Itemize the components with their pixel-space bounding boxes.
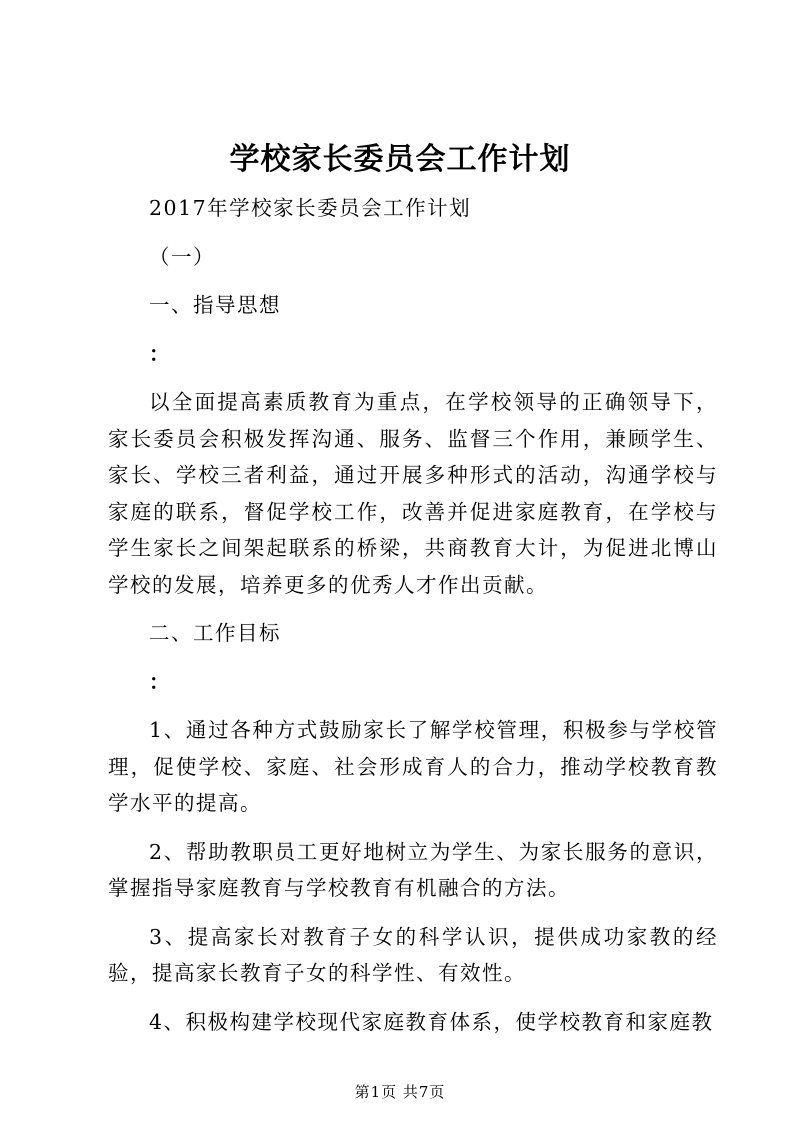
section-heading-work-goals: 二、工作目标 xyxy=(149,621,281,645)
section-heading-guiding-ideology: 一、指导思想 xyxy=(149,293,281,317)
paragraph-guiding-ideology: 以全面提高素质教育为重点，在学校领导的正确领导下，家长委员会积极发挥沟通、服务、监督三个作用，兼顾学生、家长、学校三者利益，通过开展多种形式的活动，沟通学校与家庭的联系，督促学校工作，改善并促进家庭教育，在学校与学生家长之间架起联系的桥梁，共商教育大计，为促进北博山学校的发展，培养更多的优秀人才作出贡献。 xyxy=(108,390,718,597)
section-colon: ： xyxy=(149,669,171,694)
document-body xyxy=(108,190,718,1040)
page-number-footer: 第1页 共7页 xyxy=(354,1083,446,1101)
goal-paragraph: 4、积极构建学校现代家庭教育体系，使学校教育和家庭教 xyxy=(149,1009,714,1034)
part-label: （一） xyxy=(149,244,215,269)
goal-paragraph: 2、帮助教职员工更好地树立为学生、为家长服务的意识，掌握指导家庭教育与学校教育有机融合的方法。 xyxy=(108,839,718,900)
section-colon: ： xyxy=(149,341,171,366)
goal-paragraph: 1、通过各种方式鼓励家长了解学校管理，积极参与学校管理，促使学校、家庭、社会形成育人的合力，推动学校教育教学水平的提高。 xyxy=(108,718,718,815)
goal-paragraph: 3、提高家长对教育子女的科学认识，提供成功家教的经验，提高家长教育子女的科学性、有效性。 xyxy=(108,924,718,985)
document-subtitle: 2017年学校家长委员会工作计划 xyxy=(149,196,472,220)
document-title: 学校家长委员会工作计划 xyxy=(229,142,571,177)
